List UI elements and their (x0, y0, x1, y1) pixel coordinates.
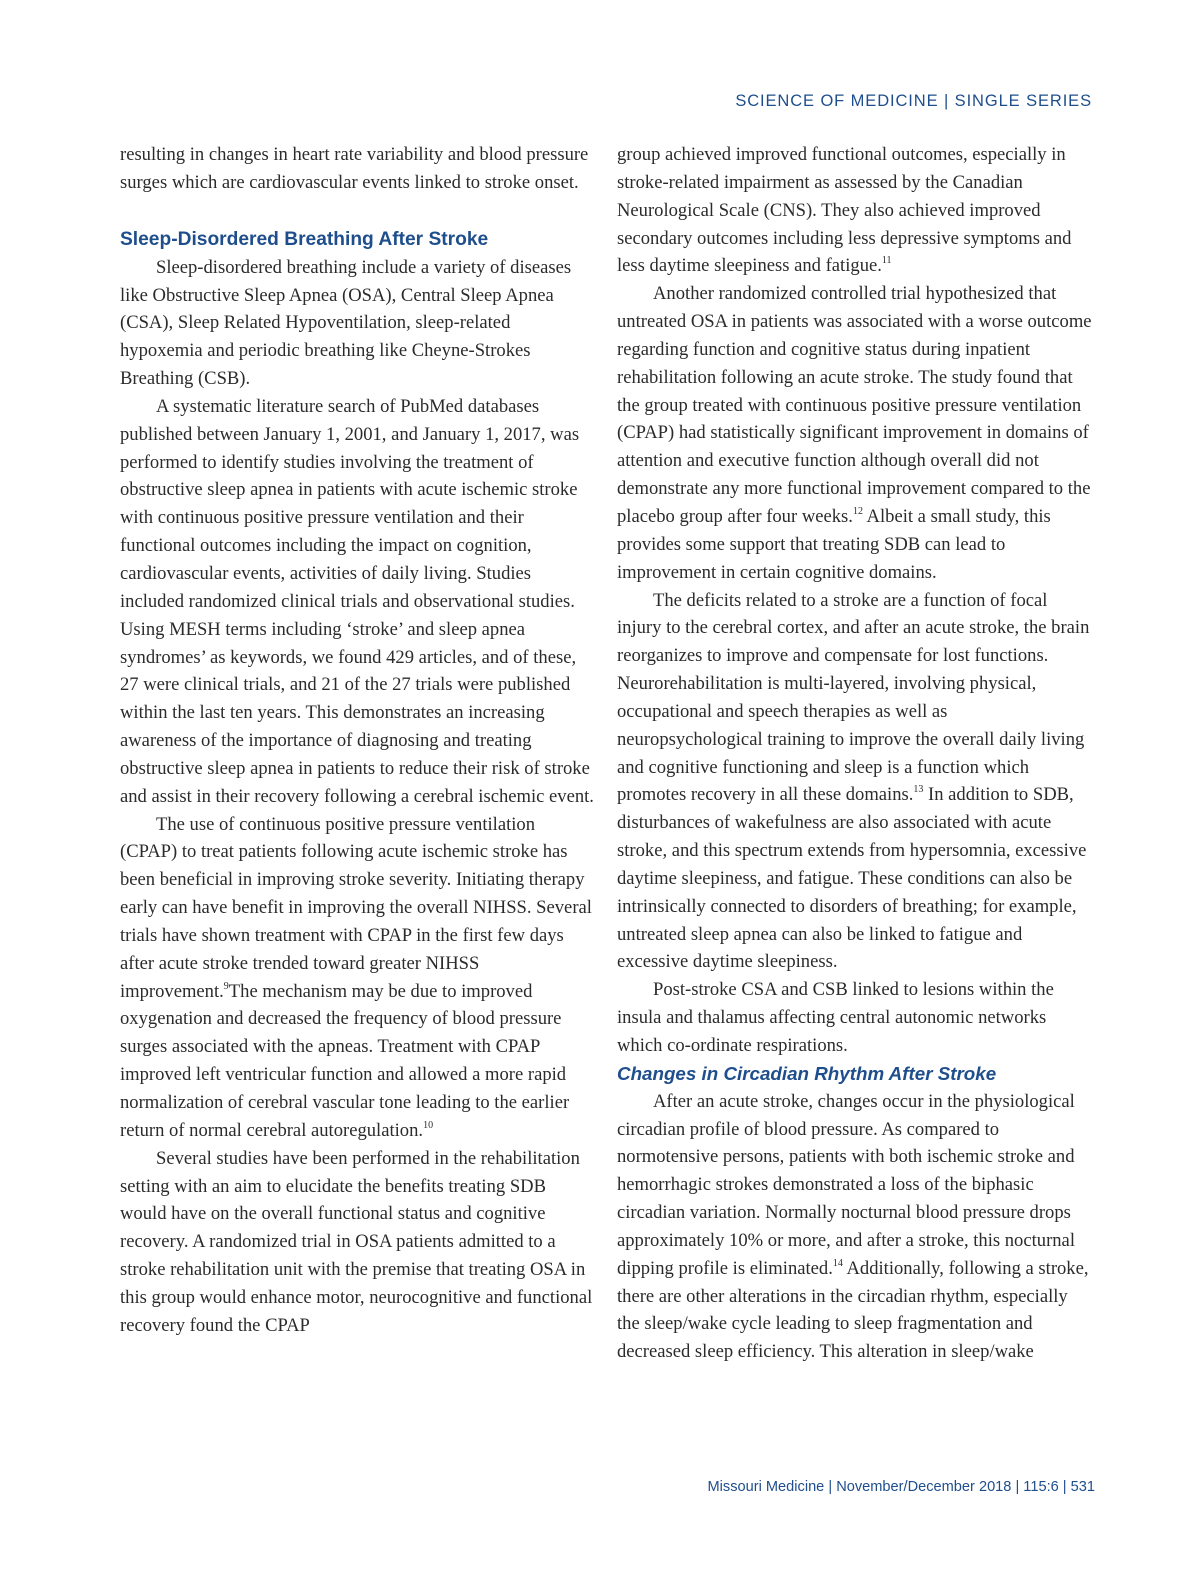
paragraph (120, 811, 596, 1145)
citation-ref: 14 (832, 1257, 843, 1269)
left-column (120, 141, 596, 1340)
citation-ref: 10 (423, 1119, 434, 1131)
paragraph: A systematic literature search of PubMed databases published between January 1, 2001, and January 1, 2017, was performed to identify studies involving the treatment of obstructive sleep apnea in patients with acute ischemic stroke with continuous positive pressure ventilation and their functional outcomes including the impact on cognition, cardiovascular events, activities of daily living. Studies included randomized clinical trials and observational studies. Using MESH terms including ‘stroke’ and sleep apnea syndromes’ as keywords, we found 429 articles, and of these, 27 were clinical trials, and 21 of the 27 trials were published within the last ten years. This demonstrates an increasing awareness of the importance of diagnosing and treating obstructive sleep apnea in patients to reduce their risk of stroke and assist in their recovery following a cerebral ischemic event. (120, 395, 594, 807)
paragraph-text: Another randomized controlled trial hypothesized that untreated OSA in patients was associated with a worse outcome regarding function and cognitive status during inpatient rehabilitation following an acute stroke. The study found that the group treated with continuous positive pressure ventilation (CPAP) had statistically significant improvement in domains of attention and executive function although overall did not demonstrate any more functional improvement compared to the placebo group after four weeks. (617, 283, 1092, 527)
paragraph (617, 1088, 1093, 1366)
paragraph: resulting in changes in heart rate variability and blood pressure surges which are cardiovascular events linked to stroke onset. (120, 144, 589, 193)
paragraph-text: group achieved improved functional outcomes, especially in stroke-related impairment as assessed by the Canadian Neurological Scale (CNS). They also achieved improved secondary outcomes including less depressive symptoms and less daytime sleepiness and fatigue. (617, 144, 1072, 277)
paragraph: Several studies have been performed in the rehabilitation setting with an aim to elucidate the benefits treating SDB would have on the overall functional status and cognitive recovery. A randomized trial in OSA patients admitted to a stroke rehabilitation unit with the premise that treating OSA in this group would enhance motor, neurocognitive and functional recovery found the CPAP (120, 1147, 593, 1336)
paragraph-text: In addition to SDB, disturbances of wakefulness are also associated with acute stroke, and this spectrum extends from hypersomnia, excessive daytime sleepiness, and fatigue. These conditions can also be intrinsically connected to disorders of breathing; for example, untreated sleep apnea can also be linked to fatigue and excessive daytime sleepiness. (617, 784, 1087, 973)
paragraph: Post-stroke CSA and CSB linked to lesions within the insula and thalamus affecting central autonomic networks which co-ordinate respirations. (617, 979, 1054, 1056)
paragraph: Sleep-disordered breathing include a variety of diseases like Obstructive Sleep Apnea (OSA), Central Sleep Apnea (CSA), Sleep Related Hypoventilation, sleep-related hypoxemia and periodic breathing like Cheyne-Strokes Breathing (CSB). (120, 256, 572, 390)
paragraph-text: The mechanism may be due to improved oxygenation and decreased the frequency of blood pressure surges associated with the apneas. Treatment with CPAP improved left ventricular function and allowed a more rapid normalization of cerebral vascular tone leading to the earlier return of normal cerebral autoregulation. (120, 980, 570, 1141)
paragraph-text: The use of continuous positive pressure ventilation (CPAP) to treat patients following acute ischemic stroke has been beneficial in improving stroke severity. Initiating therapy early can have benefit in improving the overall NIHSS. Several trials have shown treatment with CPAP in the first few days after acute stroke trended toward greater NIHSS improvement. (120, 813, 592, 1002)
citation-ref: 9 (223, 980, 229, 992)
paragraph (617, 587, 1093, 977)
paragraph-text: After an acute stroke, changes occur in the physiological circadian profile of blood pressure. As compared to normotensive persons, patients with both ischemic stroke and hemorrhagic strokes demonstrated a loss of the biphasic circadian variation. Normally nocturnal blood pressure drops approximately 10% or more, and after a stroke, this nocturnal dipping profile is eliminated. (617, 1090, 1075, 1279)
paragraph-text: The deficits related to a stroke are a function of focal injury to the cerebral cortex, and after an acute stroke, the brain reorganizes to improve and compensate for lost functions. Neurorehabilitation is multi-layered, involving physical, occupational and speech therapies as well as neuropsychological training to improve the overall daily living and cognitive functioning and sleep is a function which promotes recovery in all these domains. (617, 589, 1090, 806)
citation-ref: 13 (913, 784, 924, 796)
page-footer: Missouri Medicine | November/December 2018 | 115:6 | 531 (707, 1479, 1095, 1495)
paragraph (617, 141, 1093, 280)
paragraph (617, 280, 1093, 586)
subsection-heading: Changes in Circadian Rhythm After Stroke (617, 1062, 997, 1084)
citation-ref: 11 (881, 255, 892, 267)
paragraph-text: Additionally, following a stroke, there are other alterations in the circadian rhythm, especially the sleep/wake cycle leading to sleep fragmentation and decreased sleep efficiency. This alteration in sleep/wake (617, 1257, 1089, 1363)
running-header: SCIENCE OF MEDICINE | SINGLE SERIES (735, 92, 1092, 110)
citation-ref: 12 (852, 505, 863, 517)
paragraph-text: Albeit a small study, this provides some support that treating SDB can lead to improvement in certain cognitive domains. (617, 505, 1051, 583)
section-heading: Sleep-Disordered Breathing After Stroke (120, 228, 489, 250)
right-column (617, 141, 1093, 1366)
